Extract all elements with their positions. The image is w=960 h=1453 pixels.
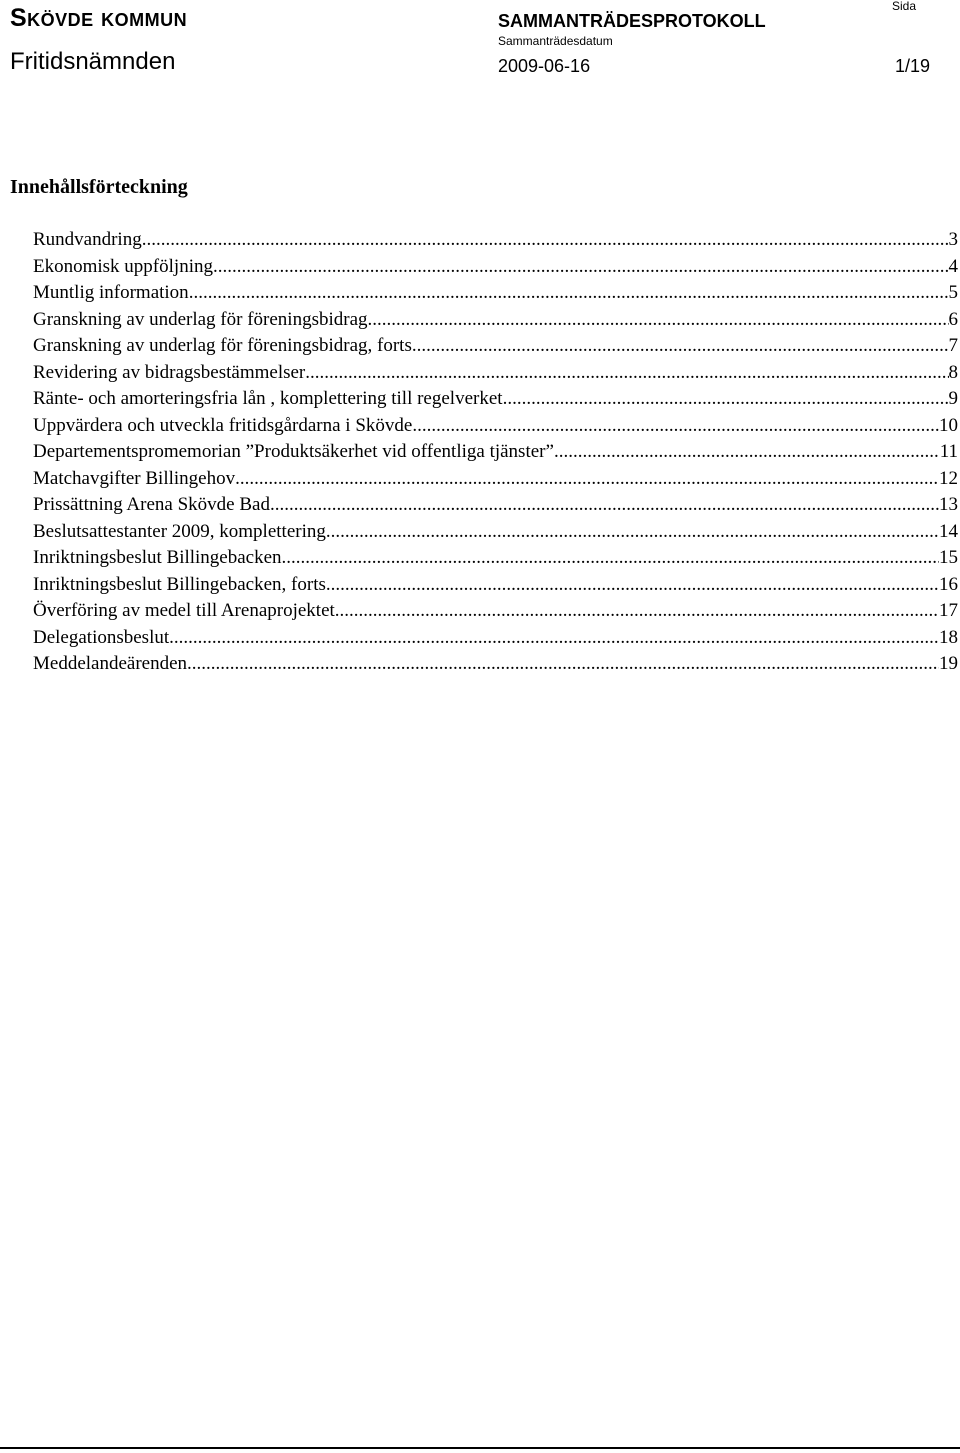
toc-leader-dots — [235, 466, 939, 493]
toc-leader-dots — [142, 227, 949, 254]
toc-list — [33, 227, 958, 678]
toc-entry-title: Ränte- och amorteringsfria lån , komplettering till regelverket — [33, 388, 503, 409]
toc-entry-title: Muntlig information — [33, 282, 189, 303]
toc-entry-title: Ekonomisk uppföljning — [33, 255, 213, 277]
toc-entry-title: Revidering av bidragsbestämmelser — [33, 361, 306, 383]
toc-leader-dots — [368, 307, 949, 334]
toc-entry-page: 3 — [948, 229, 958, 250]
toc-entry-page: 12 — [939, 467, 958, 489]
toc-entry-page: 16 — [939, 573, 958, 595]
page-label: Sida — [892, 0, 917, 13]
toc-leader-dots — [169, 625, 939, 652]
toc-entry[interactable] — [33, 625, 958, 652]
organization-name: Skövde kommun — [10, 4, 188, 32]
toc-entry-title: Granskning av underlag för föreningsbidrag, forts. — [33, 335, 417, 356]
toc-leader-dots — [305, 360, 948, 387]
toc-entry[interactable] — [33, 598, 958, 625]
toc-leader-dots — [554, 439, 940, 466]
toc-entry-title: Prissättning Arena Skövde Bad — [33, 494, 270, 515]
footer-rule — [0, 1447, 960, 1449]
toc-leader-dots — [189, 280, 949, 307]
toc-entry[interactable] — [33, 413, 958, 440]
toc-leader-dots — [326, 519, 939, 546]
toc-entry-page: 11 — [939, 441, 958, 462]
toc-entry[interactable] — [33, 360, 958, 387]
toc-entry-title: Inriktningsbeslut Billingebacken, forts. — [33, 573, 331, 595]
toc-leader-dots — [331, 572, 939, 599]
toc-entry-title: Delegationsbeslut — [33, 626, 170, 648]
toc-heading: Innehållsförteckning — [10, 176, 188, 198]
toc-entry-title: Överföring av medel till Arenaprojektet — [33, 600, 335, 621]
toc-leader-dots — [282, 545, 939, 572]
toc-entry-title: Meddelandeärenden — [33, 653, 188, 674]
toc-entry[interactable] — [33, 333, 958, 360]
toc-entry-title: Rundvandring — [33, 229, 142, 250]
toc-entry-page: 4 — [948, 255, 958, 277]
committee-name: Fritidsnämnden — [10, 48, 176, 75]
toc-entry[interactable] — [33, 466, 958, 493]
toc-entry[interactable] — [33, 280, 958, 307]
toc-leader-dots — [503, 386, 949, 413]
meeting-date: 2009-06-16 — [498, 56, 591, 76]
toc-entry-title: Granskning av underlag för föreningsbidrag — [33, 308, 368, 330]
toc-entry[interactable] — [33, 519, 958, 546]
toc-entry-page: 14 — [939, 520, 958, 542]
toc-entry[interactable] — [33, 572, 958, 599]
toc-leader-dots — [213, 254, 949, 281]
toc-entry-title: Inriktningsbeslut Billingebacken — [33, 547, 282, 568]
toc-entry-title: Matchavgifter Billingehov — [33, 467, 236, 489]
toc-leader-dots — [187, 651, 939, 678]
toc-entry-page: 8 — [948, 361, 958, 383]
toc-leader-dots — [417, 333, 949, 360]
toc-entry-page: 19 — [939, 653, 958, 674]
toc-entry[interactable] — [33, 307, 958, 334]
toc-leader-dots — [335, 598, 939, 625]
toc-entry[interactable] — [33, 545, 958, 572]
toc-entry-page: 5 — [948, 282, 958, 303]
toc-entry-page: 9 — [948, 388, 958, 409]
toc-entry[interactable] — [33, 386, 958, 413]
toc-entry-title: Uppvärdera och utveckla fritidsgårdarna i Skövde — [33, 414, 413, 436]
toc-entry[interactable] — [33, 492, 958, 519]
document-type: SAMMANTRÄDESPROTOKOLL — [498, 11, 766, 31]
toc-entry-page: 10 — [939, 414, 958, 436]
toc-entry-page: 7 — [948, 335, 958, 356]
toc-leader-dots — [412, 413, 939, 440]
toc-entry-page: 6 — [948, 308, 958, 330]
page-number: 1/19 — [895, 56, 931, 76]
toc-entry-page: 17 — [939, 600, 958, 621]
toc-entry[interactable] — [33, 254, 958, 281]
toc-entry-title: Departementspromemorian ”Produktsäkerhet vid offentliga tjänster” — [33, 441, 554, 462]
toc-entry-page: 15 — [939, 547, 958, 568]
toc-entry[interactable] — [33, 439, 958, 466]
date-label: Sammanträdesdatum — [498, 34, 613, 48]
toc-entry[interactable] — [33, 651, 958, 678]
toc-entry-page: 13 — [939, 494, 958, 515]
toc-entry-page: 18 — [939, 626, 958, 648]
toc-entry-title: Beslutsattestanter 2009, komplettering — [33, 520, 326, 542]
toc-entry[interactable] — [33, 227, 958, 254]
toc-leader-dots — [270, 492, 939, 519]
